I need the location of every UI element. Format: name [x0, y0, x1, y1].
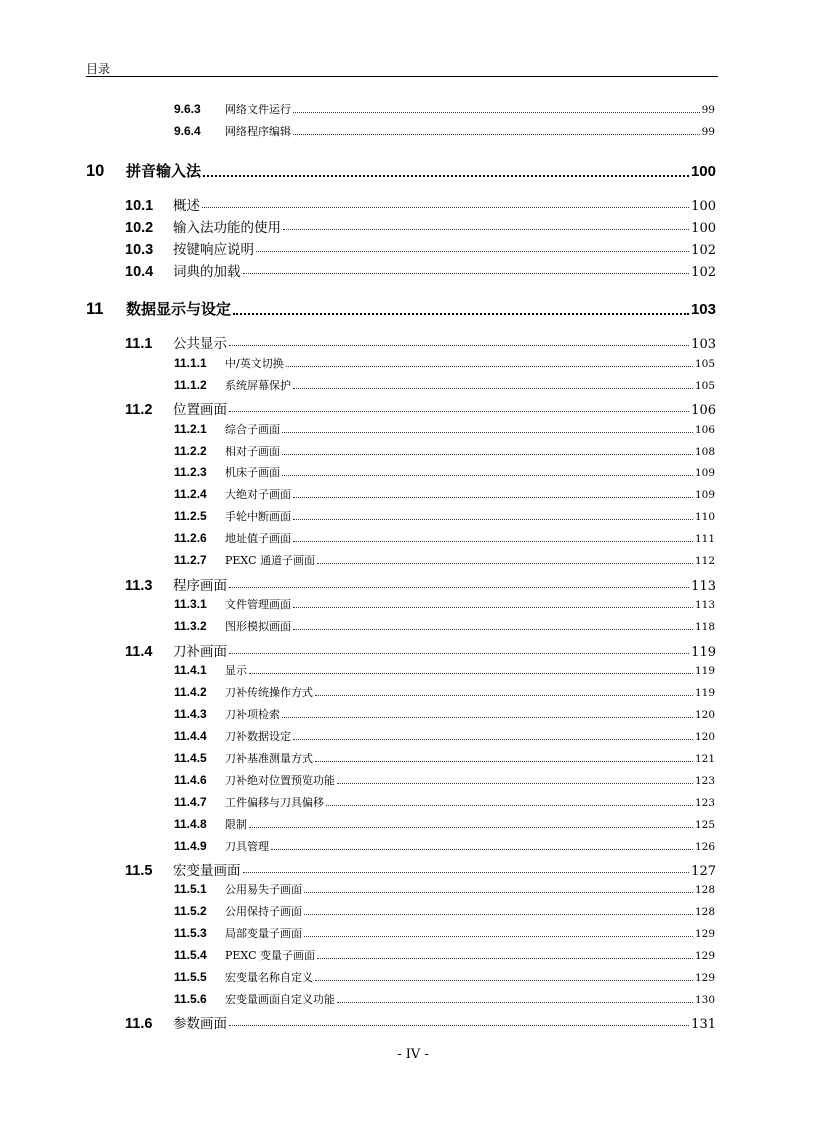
entry-title: 显示 — [225, 664, 247, 677]
entry-page: 118 — [694, 621, 715, 633]
entry-number: 11.4.6 — [174, 773, 207, 787]
section-number: 11.6 — [125, 1016, 153, 1030]
entry-number: 11.3.1 — [174, 597, 207, 611]
entry-number: 11.5.5 — [174, 970, 207, 984]
page-header — [86, 58, 718, 77]
dot-leader — [293, 134, 700, 135]
section-number: 10.3 — [125, 242, 154, 256]
entry-number: 11.4.2 — [174, 685, 207, 699]
dot-leader — [282, 454, 693, 455]
toc-entry[interactable] — [174, 816, 715, 832]
dot-leader — [317, 958, 693, 959]
toc-entry[interactable] — [174, 750, 715, 766]
dot-leader — [315, 980, 693, 981]
entry-title: 公用易失子画面 — [225, 883, 302, 896]
entry-page: 105 — [694, 358, 715, 370]
section-title: 按键响应说明 — [173, 242, 254, 256]
chapter-title: 拼音输入法 — [126, 162, 202, 180]
entry-title: 手轮中断画面 — [225, 510, 291, 523]
entry-title: 综合子画面 — [225, 423, 280, 436]
dot-leader — [282, 717, 693, 718]
toc-section[interactable] — [125, 332, 716, 350]
entry-number: 11.1.2 — [174, 378, 207, 392]
dot-leader — [293, 629, 693, 630]
entry-number: 11.4.9 — [174, 839, 207, 853]
entry-page: 108 — [694, 446, 715, 458]
entry-page: 99 — [701, 104, 715, 116]
dot-leader — [315, 761, 693, 762]
entry-number: 11.2.3 — [174, 465, 207, 479]
dot-leader — [202, 207, 689, 208]
entry-page: 109 — [694, 489, 715, 501]
dot-leader — [304, 914, 693, 915]
dot-leader — [229, 653, 689, 654]
section-title: 参数画面 — [173, 1016, 227, 1030]
toc-entry[interactable] — [174, 794, 715, 810]
toc-entry[interactable] — [174, 706, 715, 722]
entry-title: 宏变量名称自定义 — [225, 971, 313, 984]
dot-leader — [229, 411, 689, 412]
section-page: 131 — [691, 1017, 716, 1030]
dot-leader — [293, 519, 693, 520]
section-title: 公共显示 — [173, 336, 227, 350]
entry-page: 105 — [694, 380, 715, 392]
page-number: - IV - — [397, 1047, 429, 1062]
entry-page: 128 — [694, 906, 715, 918]
entry-title: 工件偏移与刀具偏移 — [225, 796, 324, 809]
entry-page: 123 — [694, 775, 715, 787]
entry-page: 119 — [694, 687, 715, 699]
section-page: 119 — [691, 645, 716, 658]
section-page: 113 — [691, 579, 716, 592]
dot-leader — [282, 475, 693, 476]
section-number: 11.1 — [125, 336, 153, 350]
chapter-page: 103 — [690, 301, 716, 318]
chapter-number: 11 — [86, 300, 104, 318]
entry-number: 11.4.7 — [174, 795, 207, 809]
entry-title: 系统屏幕保护 — [225, 379, 291, 392]
section-page: 106 — [691, 403, 716, 416]
entry-title: 刀补绝对位置预览功能 — [225, 774, 335, 787]
toc-section[interactable] — [125, 238, 716, 256]
entry-title: 网络文件运行 — [225, 103, 291, 116]
section-title: 程序画面 — [173, 578, 227, 592]
chapter-page: 100 — [690, 163, 716, 180]
toc-section[interactable] — [125, 216, 716, 234]
entry-title: 文件管理画面 — [225, 598, 291, 611]
dot-leader — [337, 1002, 693, 1003]
toc-section[interactable] — [125, 398, 716, 416]
entry-number: 11.5.6 — [174, 992, 207, 1006]
dot-leader — [293, 739, 693, 740]
dot-leader — [256, 251, 689, 252]
entry-page: 129 — [694, 972, 715, 984]
section-number: 10.2 — [125, 220, 154, 234]
dot-leader — [229, 1025, 689, 1026]
entry-page: 129 — [694, 928, 715, 940]
entry-title: 刀补传统操作方式 — [225, 686, 313, 699]
dot-leader — [243, 273, 690, 274]
toc-entry[interactable] — [174, 969, 715, 985]
entry-number: 11.4.3 — [174, 707, 207, 721]
entry-number: 11.2.4 — [174, 487, 207, 501]
toc-entry[interactable] — [174, 772, 715, 788]
dot-leader — [229, 345, 689, 346]
section-page: 102 — [691, 265, 716, 278]
toc-section[interactable] — [125, 1012, 716, 1030]
toc-entry[interactable] — [174, 101, 715, 117]
dot-leader — [337, 783, 693, 784]
entry-title: 公用保持子画面 — [225, 905, 302, 918]
entry-number: 11.2.7 — [174, 553, 207, 567]
entry-number: 9.6.3 — [174, 102, 201, 116]
dot-leader — [293, 388, 693, 389]
entry-page: 110 — [694, 511, 715, 523]
entry-number: 9.6.4 — [174, 124, 201, 138]
header-title: 目录 — [86, 62, 111, 76]
entry-page: 125 — [694, 819, 715, 831]
dot-leader — [293, 607, 693, 608]
entry-number: 11.2.5 — [174, 509, 207, 523]
section-page: 100 — [691, 221, 716, 234]
section-number: 10.4 — [125, 264, 154, 278]
toc-entry[interactable] — [174, 838, 715, 854]
toc-entry[interactable] — [174, 464, 715, 480]
dot-leader — [304, 936, 693, 937]
toc-entry[interactable] — [174, 421, 715, 437]
entry-page: 99 — [701, 126, 715, 138]
chapter-number: 10 — [86, 162, 105, 180]
toc-entry[interactable] — [174, 377, 715, 393]
dot-leader — [315, 695, 693, 696]
entry-number: 11.5.2 — [174, 904, 207, 918]
entry-page: 126 — [694, 841, 715, 853]
entry-title: 地址值子画面 — [225, 532, 291, 545]
entry-title: PEXC 变量子画面 — [225, 949, 315, 962]
entry-page: 106 — [694, 424, 715, 436]
toc-entry[interactable] — [174, 486, 715, 502]
toc-entry[interactable] — [174, 662, 715, 678]
toc-entry[interactable] — [174, 881, 715, 897]
entry-title: 刀补基准测量方式 — [225, 752, 313, 765]
toc-chapter[interactable] — [86, 160, 716, 182]
section-number: 11.2 — [125, 402, 153, 416]
entry-title: 机床子画面 — [225, 466, 280, 479]
toc-section[interactable] — [125, 640, 716, 658]
toc-entry[interactable] — [174, 355, 715, 371]
entry-page: 112 — [694, 555, 715, 567]
entry-title: 网络程序编辑 — [225, 125, 291, 138]
entry-page: 119 — [694, 665, 715, 677]
toc-section[interactable] — [125, 194, 716, 212]
dot-leader — [293, 112, 700, 113]
entry-number: 11.5.3 — [174, 926, 207, 940]
dot-leader — [249, 827, 693, 828]
section-number: 11.5 — [125, 863, 153, 877]
dot-leader — [249, 673, 693, 674]
section-title: 刀补画面 — [173, 644, 227, 658]
entry-number: 11.3.2 — [174, 619, 207, 633]
entry-page: 120 — [694, 731, 715, 743]
dot-leader — [293, 541, 693, 542]
entry-number: 11.2.2 — [174, 444, 207, 458]
entry-page: 123 — [694, 797, 715, 809]
entry-number: 11.5.4 — [174, 948, 207, 962]
entry-page: 121 — [694, 753, 715, 765]
section-page: 100 — [691, 199, 716, 212]
entry-title: 宏变量画面自定义功能 — [225, 993, 335, 1006]
toc-entry[interactable] — [174, 618, 715, 634]
entry-page: 120 — [694, 709, 715, 721]
entry-number: 11.1.1 — [174, 356, 207, 370]
toc-entry[interactable] — [174, 728, 715, 744]
toc-entry[interactable] — [174, 552, 715, 568]
entry-title: PEXC 通道子画面 — [225, 554, 315, 567]
entry-number: 11.4.4 — [174, 729, 207, 743]
toc-entry[interactable] — [174, 596, 715, 612]
section-title: 概述 — [173, 198, 200, 212]
entry-number: 11.5.1 — [174, 882, 207, 896]
dot-leader — [243, 872, 690, 873]
dot-leader — [293, 497, 693, 498]
entry-number: 11.4.8 — [174, 817, 207, 831]
section-page: 127 — [691, 864, 716, 877]
section-page: 102 — [691, 243, 716, 256]
dot-leader — [271, 849, 693, 850]
toc-entry[interactable] — [174, 903, 715, 919]
section-title: 输入法功能的使用 — [173, 220, 281, 234]
toc-entry[interactable] — [174, 443, 715, 459]
entry-page: 130 — [694, 994, 715, 1006]
toc-section[interactable] — [125, 260, 716, 278]
entry-number: 11.2.6 — [174, 531, 207, 545]
section-page: 103 — [691, 337, 716, 350]
dot-leader — [283, 229, 689, 230]
entry-title: 刀补数据设定 — [225, 730, 291, 743]
entry-title: 刀具管理 — [225, 840, 269, 853]
entry-title: 大绝对子画面 — [225, 488, 291, 501]
entry-title: 局部变量子画面 — [225, 927, 302, 940]
entry-page: 129 — [694, 950, 715, 962]
toc-entry[interactable] — [174, 508, 715, 524]
section-number: 11.4 — [125, 644, 153, 658]
section-title: 宏变量画面 — [173, 863, 241, 877]
chapter-title: 数据显示与设定 — [126, 300, 232, 318]
entry-number: 11.4.5 — [174, 751, 207, 765]
toc-chapter[interactable] — [86, 298, 716, 320]
page-footer — [0, 1047, 826, 1062]
entry-number: 11.2.1 — [174, 422, 207, 436]
dot-leader — [229, 587, 689, 588]
section-number: 11.3 — [125, 578, 153, 592]
entry-page: 111 — [694, 533, 715, 545]
dot-leader — [304, 892, 693, 893]
section-title: 位置画面 — [173, 402, 227, 416]
toc-entry[interactable] — [174, 123, 715, 139]
entry-title: 限制 — [225, 818, 247, 831]
toc-entry[interactable] — [174, 684, 715, 700]
entry-page: 113 — [694, 599, 715, 611]
entry-title: 中/英文切换 — [225, 357, 284, 370]
entry-number: 11.4.1 — [174, 663, 207, 677]
toc-section[interactable] — [125, 574, 716, 592]
section-title: 词典的加载 — [173, 264, 241, 278]
dot-leader — [317, 563, 693, 564]
dot-leader — [326, 805, 693, 806]
toc-section[interactable] — [125, 859, 716, 877]
toc-entry[interactable] — [174, 530, 715, 546]
toc-entry[interactable] — [174, 947, 715, 963]
entry-title: 刀补项检索 — [225, 708, 280, 721]
dot-leader — [282, 432, 693, 433]
dot-leader — [233, 313, 689, 315]
toc-entry[interactable] — [174, 925, 715, 941]
toc-entry[interactable] — [174, 991, 715, 1007]
dot-leader — [203, 175, 689, 177]
entry-page: 109 — [694, 467, 715, 479]
entry-title: 图形模拟画面 — [225, 620, 291, 633]
dot-leader — [286, 366, 693, 367]
entry-page: 128 — [694, 884, 715, 896]
section-number: 10.1 — [125, 198, 154, 212]
entry-title: 相对子画面 — [225, 445, 280, 458]
